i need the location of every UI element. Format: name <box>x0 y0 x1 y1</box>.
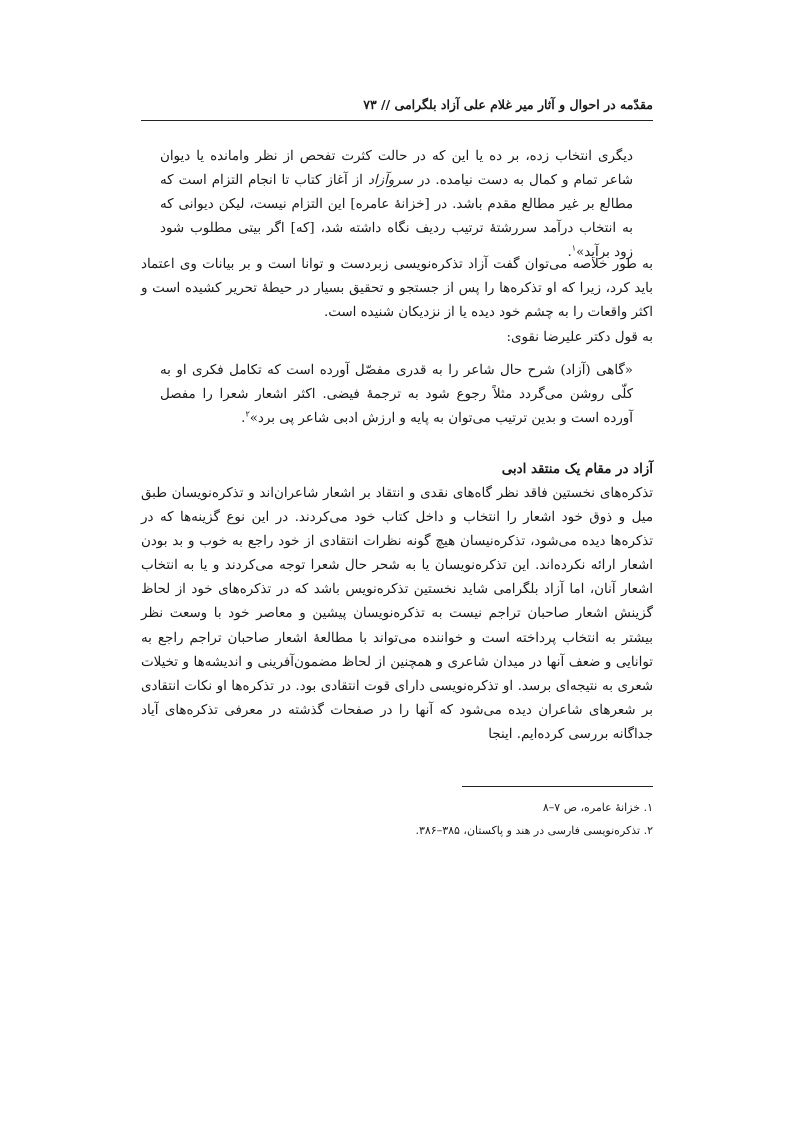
header-divider <box>141 120 653 121</box>
section-heading: آزاد در مقام یک منتقد ادبی <box>501 461 653 477</box>
quote1-text-b: از آغاز کتاب تا انجام التزام است که مطالع بر غیر مطالع مقدم باشد. در [خزانهٔ عامره] این التزام نیست، لیکن دیوانی که به انتخاب درآمد سررشتهٔ ترتیب ردیف نگاه داشته شد، [که] اگر بیتی مطلوب شود زود برآید» <box>160 173 633 261</box>
footnotes <box>141 796 653 842</box>
footnote-ref-2: ۲ <box>245 409 250 419</box>
footnote-ref-1: ۱ <box>571 243 577 253</box>
footnote-divider <box>462 786 653 787</box>
paragraph-critic: تذکره‌های نخستین فاقد نظر گاه‌های نقدی و انتقاد بر اشعار شاعران‌اند و تذکره‌نویسان طبق میل و ذوق خود اشعار را انتخاب و داخل کتاب خود می‌کردند. در این نوع گزینه‌ها که در تذکره‌ها دیده می‌شود، تذکره‌نیسان هیچ گونه نظرات انتقادی از خود راجع به خوب و بد بودن اشعار ارائه نکرده‌اند. این تذکره‌نویسان یا به شحر حال شعرا توجه می‌کردند و یا به انتخاب اشعار آنان، اما آزاد بلگرامی شاید نخستین تذکره‌نویس باشد که در تذکره‌های خود از لحاظ گزینش اشعار صاحبان تراجم نیست به تذکره‌نویسان پیشین و معاصر خود با وسعت نظر بیشتر به انتخاب پرداخته است و خواننده می‌تواند با مطالعهٔ اشعار صاحبان تراجم راجع به توانایی و ضعف آنها در میدان شاعری و همچنین از لحاظ مضمون‌آفرینی و اندیشه‌ها و تخیلات شعری به نتیجه‌ای برسد. او تذکره‌نویسی دارای قوت انتقادی بود. در تذکره‌ها او نکات انتقادی بر شعرهای شاعران دیده می‌شود که آنها را در صفحات گذشته در معرفی تذکره‌های آیاد جداگانه بررسی کرده‌ایم. اینجا <box>141 486 653 742</box>
quote-intro-line: به قول دکتر علیرضا نقوی: <box>506 330 653 345</box>
footnote-2: ۲. تذکره‌نویسی فارسی در هند و پاکستان، ۳۸۵–۳۸۶. <box>415 824 653 837</box>
quote1-text-a: دیگری انتخاب زده، بر ده یا این که در حالت کثرت تفحص از نظر وامانده یا دیوان شاعر تمام و کمال به دست نیامده. در <box>160 149 634 189</box>
block-quote-2: «گاهی (آزاد) شرح حال شاعر را به قدری مفصّل آورده است که تکامل فکری او به کلّی روشن می‌گردد مثلاً رجوع شود به ترجمهٔ فیضی. اکثر اشعار شعرا را مفصل آورده است و بدین ترتیب می‌توان به پایه و ارزش ادبی شاعر پی برد»$^۲$. <box>160 363 633 427</box>
quote2-text: «گاهی (آزاد) شرح حال شاعر را به قدری مفصّل آورده است که تکامل فکری او به کلّی روشن می‌گردد مثلاً رجوع شود به ترجمهٔ فیضی. اکثر اشعار شعرا را مفصل آورده است و بدین ترتیب می‌توان به پایه و ارزش ادبی شاعر پی برد» <box>160 363 633 427</box>
footnote-1: ۱. خزانهٔ عامره، ص ۷–۸ <box>542 801 653 814</box>
quote1-book-title: سروآزاد <box>367 173 413 189</box>
paragraph-summary: به طور خلاصه می‌توان گفت آزاد تذکره‌نویسی زبردست و توانا است و بر بیانات وی اعتماد باید کرد، زیرا که او تذکره‌ها را پس از جستجو و تحقیق بسیار در حیطهٔ تحریر کشیده است و اکثر واقعات را به چشم خود دیده یا از نزدیکان شنیده است. <box>141 257 653 321</box>
block-quote-1: دیگری انتخاب زده، بر ده یا این که در حالت کثرت تفحص از نظر وامانده یا دیوان شاعر تمام و کمال به دست نیامده. در سروآزاد از آغاز کتاب تا انجام التزام است که مطالع بر غیر مطالع مقدم باشد. در [خزانهٔ عامره] این التزام نیست، لیکن دیوانی که به انتخاب درآمد سررشتهٔ ترتیب ردیف نگاه داشته شد، [که] اگر بیتی مطلوب شود زود برآید»$^۱$. <box>160 149 634 261</box>
running-header: مقدّمه در احوال و آثار میر غلام علی آزاد بلگرامی // ۷۳ <box>363 97 653 112</box>
